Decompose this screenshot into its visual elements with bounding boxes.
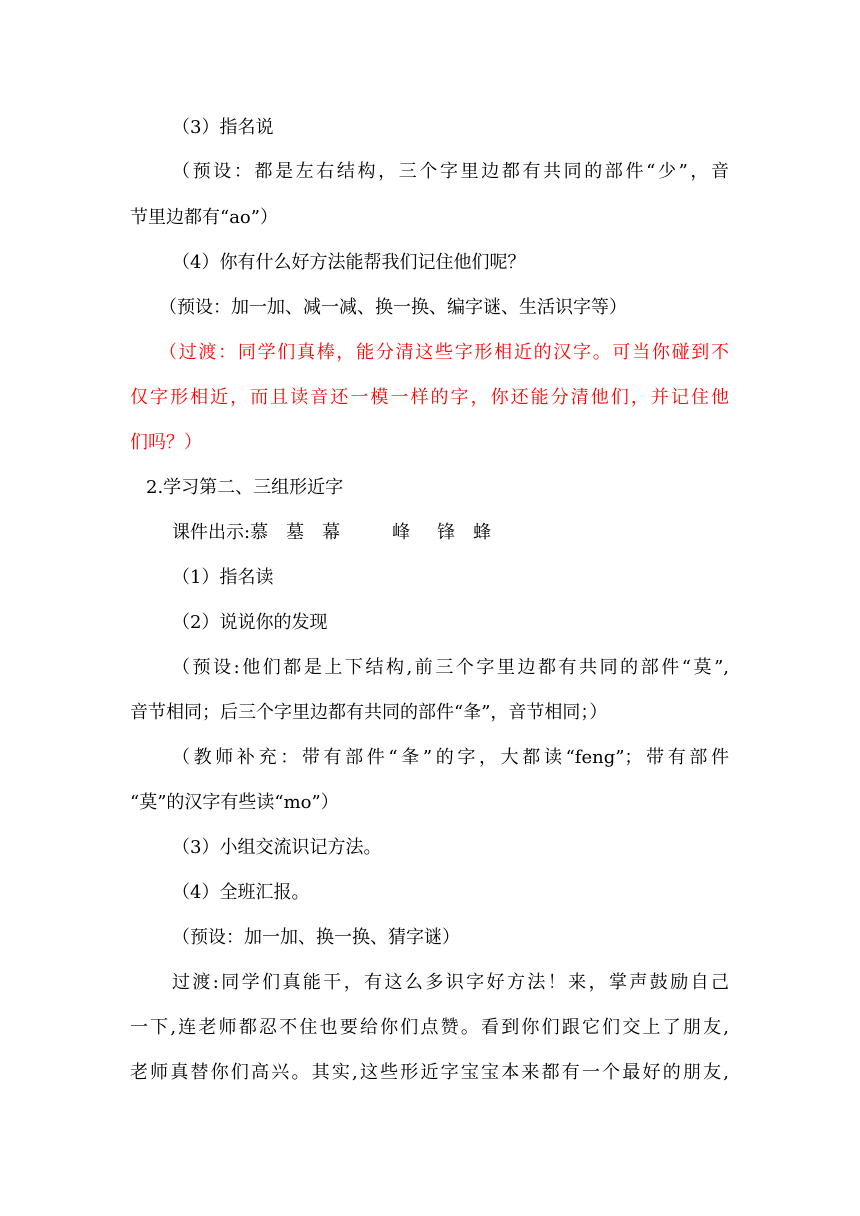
transition-line-2: 一下,连老师都忍不住也要给你们点赞。看到你们跟它们交上了朋友, bbox=[130, 1017, 729, 1038]
courseware-char: 峰 bbox=[392, 522, 411, 543]
courseware-char: 墓 bbox=[286, 522, 305, 543]
transition-line-1: 过渡:同学们真能干，有这么多识字好方法！来，掌声鼓励自己 bbox=[172, 972, 729, 993]
preset-line-2: 节里边都有“ao”） bbox=[130, 207, 278, 228]
preset-riddles: （预设：加一加、换一换、猜字谜） bbox=[172, 927, 460, 948]
courseware-char: 幕 bbox=[322, 522, 341, 543]
courseware-char: 锋 bbox=[437, 522, 456, 543]
teacher-note-line-1: （教师补充：带有部件“夆”的字，大都读“feng”；带有部件 bbox=[172, 747, 729, 768]
teacher-note-line-2: “莫”的汉字有些读“mo”） bbox=[130, 792, 339, 813]
question-4: （4）你有什么好方法能帮我们记住他们呢？ bbox=[172, 252, 526, 273]
para-2-findings: （2）说说你的发现 bbox=[172, 612, 328, 633]
preset-methods: （预设：加一加、减一减、换一换、编字谜、生活识字等） bbox=[159, 297, 627, 318]
preset-structure-line-2: 音节相同；后三个字里边都有共同的部件“夆”，音节相同；） bbox=[130, 702, 608, 723]
para-3-group-exchange: （3）小组交流识记方法。 bbox=[172, 837, 382, 858]
preset-line-1: （预设：都是左右结构，三个字里边都有共同的部件“少”，音 bbox=[172, 161, 729, 182]
transition-red-line-1: （过渡：同学们真棒，能分清这些字形相近的汉字。可当你碰到不 bbox=[159, 342, 729, 363]
transition-red-line-2: 仅字形相近，而且读音还一模一样的字，你还能分清他们，并记住他 bbox=[130, 387, 729, 408]
transition-red-line-3: 们吗？） bbox=[130, 432, 202, 453]
para-1-name-read: （1）指名读 bbox=[172, 567, 274, 588]
para-3-name-say: （3）指名说 bbox=[172, 117, 274, 138]
para-4-class-report: （4）全班汇报。 bbox=[172, 882, 310, 903]
courseware-char: 蜂 bbox=[473, 522, 492, 543]
courseware-label: 课件出示: bbox=[172, 522, 251, 543]
courseware-char: 慕 bbox=[250, 522, 269, 543]
courseware-line bbox=[172, 521, 491, 545]
transition-line-3: 老师真替你们高兴。其实,这些形近字宝宝本来都有一个最好的朋友, bbox=[130, 1062, 729, 1083]
section-heading-2: 2.学习第二、三组形近字 bbox=[146, 477, 344, 498]
preset-structure-line-1: （预设:他们都是上下结构,前三个字里边都有共同的部件“莫”, bbox=[172, 657, 729, 678]
